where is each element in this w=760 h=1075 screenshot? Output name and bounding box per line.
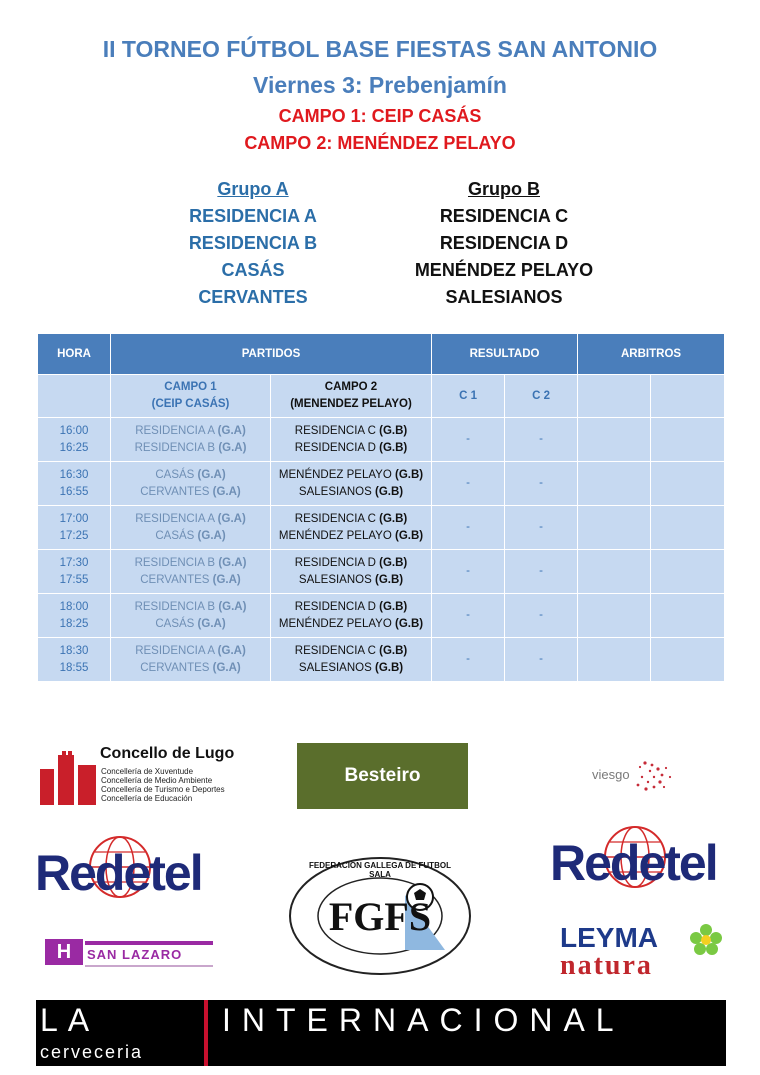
group-a-team: RESIDENCIA A	[189, 206, 317, 226]
cerveceria-text: cerveceria	[40, 1042, 144, 1062]
result-c2-header: C 2	[505, 375, 578, 418]
campo-2-match	[271, 418, 432, 462]
group-tag: (G.A)	[217, 644, 246, 657]
table-header-row	[38, 334, 725, 375]
team-name: RESIDENCIA D	[294, 441, 376, 454]
header-resultado: RESULTADO	[432, 334, 578, 375]
result-c2: -	[505, 638, 578, 682]
redetel-text: Redetel	[35, 845, 202, 901]
campo-1-match	[111, 594, 271, 638]
table-row	[38, 638, 725, 682]
team-name: RESIDENCIA B	[134, 441, 216, 454]
redetel-text: Redetel	[550, 835, 717, 891]
referee-cell	[651, 594, 725, 638]
team-name: CERVANTES	[140, 573, 210, 586]
group-b-team: RESIDENCIA D	[439, 233, 569, 253]
group-tag: (G.A)	[217, 424, 246, 437]
fgfs-initials: FGFS	[328, 894, 432, 939]
result-c2: -	[505, 594, 578, 638]
campo-2-header: CAMPO 2 (MENENDEZ PELAYO)	[271, 375, 432, 418]
result-c1: -	[432, 550, 505, 594]
team-name: RESIDENCIA C	[294, 424, 376, 437]
result-c1: -	[432, 638, 505, 682]
h-icon: H	[45, 939, 83, 965]
referee-cell	[651, 638, 725, 682]
referee-cell	[578, 462, 651, 506]
group-tag: (G.B)	[395, 529, 424, 542]
table-row	[38, 462, 725, 506]
time-cell: 16:30 16:55	[38, 462, 111, 506]
group-b-title: Grupo B	[468, 179, 540, 199]
table-row	[38, 506, 725, 550]
result-c2: -	[505, 506, 578, 550]
fgfs-ring-text: FEDERACION GALLEGA DE FUTBOL SALA	[309, 861, 451, 879]
team-name: RESIDENCIA A	[135, 424, 215, 437]
campo-1-match	[111, 550, 271, 594]
referee-cell	[651, 418, 725, 462]
red-divider	[204, 1000, 208, 1066]
redetel-logo-left	[35, 832, 210, 914]
header-hora: HORA	[38, 334, 111, 375]
empty-cell	[578, 375, 651, 418]
referee-cell	[651, 462, 725, 506]
table-row	[38, 594, 725, 638]
group-a-team: RESIDENCIA B	[188, 233, 318, 253]
viesgo-text: viesgo	[592, 767, 630, 782]
group-tag: (G.B)	[379, 424, 408, 437]
header-arbitros: ARBITROS	[578, 334, 725, 375]
day-category: Viernes 3: Prebenjamín	[253, 72, 507, 98]
besteiro-text: Besteiro	[344, 765, 421, 786]
campo-1-header: CAMPO 1 (CEIP CASÁS)	[111, 375, 271, 418]
campo-2-match	[271, 638, 432, 682]
internacional-text: INTERNACIONAL	[222, 1002, 625, 1038]
result-c1: -	[432, 506, 505, 550]
concello-line: Concellería de Medio Ambiente	[101, 776, 213, 785]
referee-cell	[651, 506, 725, 550]
result-c1: -	[432, 418, 505, 462]
la-internacional-logo	[36, 1000, 726, 1066]
team-name: SALESIANOS	[298, 485, 372, 498]
team-name: MENÉNDEZ PELAYO	[278, 617, 392, 630]
campo-2-label: CAMPO 2: MENÉNDEZ PELAYO	[244, 133, 516, 153]
group-tag: (G.B)	[379, 512, 408, 525]
referee-cell	[578, 418, 651, 462]
campo-1-match	[111, 462, 271, 506]
team-name: MENÉNDEZ PELAYO	[278, 468, 392, 481]
team-name: RESIDENCIA B	[134, 556, 216, 569]
group-tag: (G.B)	[395, 617, 424, 630]
leyma-natura-logo	[560, 922, 730, 982]
referee-cell	[578, 638, 651, 682]
campo-1-match	[111, 418, 271, 462]
group-tag: (G.A)	[212, 573, 241, 586]
group-b	[374, 176, 634, 311]
group-tag: (G.B)	[379, 600, 408, 613]
campo-2-match	[271, 594, 432, 638]
result-c2: -	[505, 550, 578, 594]
concello-line: Concellería de Turismo e Deportes	[101, 785, 225, 794]
group-a-team: CERVANTES	[198, 287, 308, 307]
team-name: RESIDENCIA B	[134, 600, 216, 613]
table-row	[38, 550, 725, 594]
campo-1-match	[111, 638, 271, 682]
schedule-table	[37, 333, 725, 682]
concello-line: Concellería de Educación	[101, 794, 193, 803]
team-name: CERVANTES	[140, 485, 210, 498]
group-tag: (G.A)	[197, 529, 226, 542]
team-name: RESIDENCIA D	[294, 600, 376, 613]
viesgo-logo	[590, 755, 700, 795]
concello-de-lugo-logo	[38, 745, 238, 815]
time-cell: 16:00 16:25	[38, 418, 111, 462]
concello-name: Concello de Lugo	[100, 745, 235, 762]
group-b-team: SALESIANOS	[445, 287, 563, 307]
table-subheader-row	[38, 375, 725, 418]
besteiro-logo	[297, 743, 468, 809]
group-a-team: CASÁS	[221, 260, 285, 280]
header-partidos: PARTIDOS	[111, 334, 432, 375]
group-tag: (G.A)	[212, 661, 241, 674]
group-tag: (G.A)	[212, 485, 241, 498]
natura-text: natura	[560, 950, 653, 981]
result-c2: -	[505, 462, 578, 506]
team-name: MENÉNDEZ PELAYO	[278, 529, 392, 542]
result-c1-header: C 1	[432, 375, 505, 418]
referee-cell	[578, 506, 651, 550]
group-tag: (G.B)	[379, 644, 408, 657]
time-cell: 18:30 18:55	[38, 638, 111, 682]
group-tag: (G.A)	[217, 512, 246, 525]
referee-cell	[651, 550, 725, 594]
group-a-title: Grupo A	[217, 179, 289, 199]
la-text: LA	[40, 1002, 100, 1038]
redetel-logo-right	[550, 822, 725, 904]
referee-cell	[578, 550, 651, 594]
team-name: RESIDENCIA A	[135, 512, 215, 525]
group-tag: (G.A)	[218, 600, 247, 613]
campo-2-match	[271, 462, 432, 506]
san-lazaro-text: SAN LAZARO	[87, 947, 183, 962]
group-a	[123, 176, 383, 311]
leyma-text: LEYMA	[560, 922, 658, 953]
campo-2-match	[271, 550, 432, 594]
flower-icon	[684, 924, 728, 956]
group-tag: (G.B)	[379, 556, 408, 569]
time-cell: 17:00 17:25	[38, 506, 111, 550]
empty-cell	[38, 375, 111, 418]
team-name: RESIDENCIA D	[294, 556, 376, 569]
fgfs-logo	[285, 855, 475, 977]
team-name: CASÁS	[155, 468, 195, 481]
table-row	[38, 418, 725, 462]
group-tag: (G.A)	[218, 441, 247, 454]
group-tag: (G.B)	[379, 441, 408, 454]
time-cell: 18:00 18:25	[38, 594, 111, 638]
campo-1-label: CAMPO 1: CEIP CASÁS	[278, 106, 482, 126]
campo-2-match	[271, 506, 432, 550]
group-tag: (G.A)	[218, 556, 247, 569]
empty-cell	[651, 375, 725, 418]
time-cell: 17:30 17:55	[38, 550, 111, 594]
group-tag: (G.A)	[197, 468, 226, 481]
result-c1: -	[432, 594, 505, 638]
group-b-team: MENÉNDEZ PELAYO	[414, 260, 594, 280]
team-name: CERVANTES	[140, 661, 210, 674]
group-tag: (G.B)	[395, 468, 424, 481]
referee-cell	[578, 594, 651, 638]
group-b-team: RESIDENCIA C	[439, 206, 569, 226]
team-name: SALESIANOS	[298, 661, 372, 674]
group-tag: (G.B)	[374, 573, 404, 586]
concello-line: Concellería de Xuventude	[101, 767, 194, 776]
campo-1-match	[111, 506, 271, 550]
team-name: RESIDENCIA C	[294, 512, 376, 525]
team-name: RESIDENCIA C	[294, 644, 376, 657]
team-name: CASÁS	[155, 529, 195, 542]
team-name: SALESIANOS	[298, 573, 372, 586]
group-tag: (G.B)	[374, 661, 404, 674]
group-tag: (G.B)	[374, 485, 404, 498]
team-name: RESIDENCIA A	[135, 644, 215, 657]
tournament-title: II TORNEO FÚTBOL BASE FIESTAS SAN ANTONIO	[102, 36, 658, 62]
result-c2: -	[505, 418, 578, 462]
result-c1: -	[432, 462, 505, 506]
team-name: CASÁS	[155, 617, 195, 630]
castle-towers-icon	[38, 749, 100, 809]
san-lazaro-logo	[43, 935, 218, 985]
group-tag: (G.A)	[197, 617, 226, 630]
